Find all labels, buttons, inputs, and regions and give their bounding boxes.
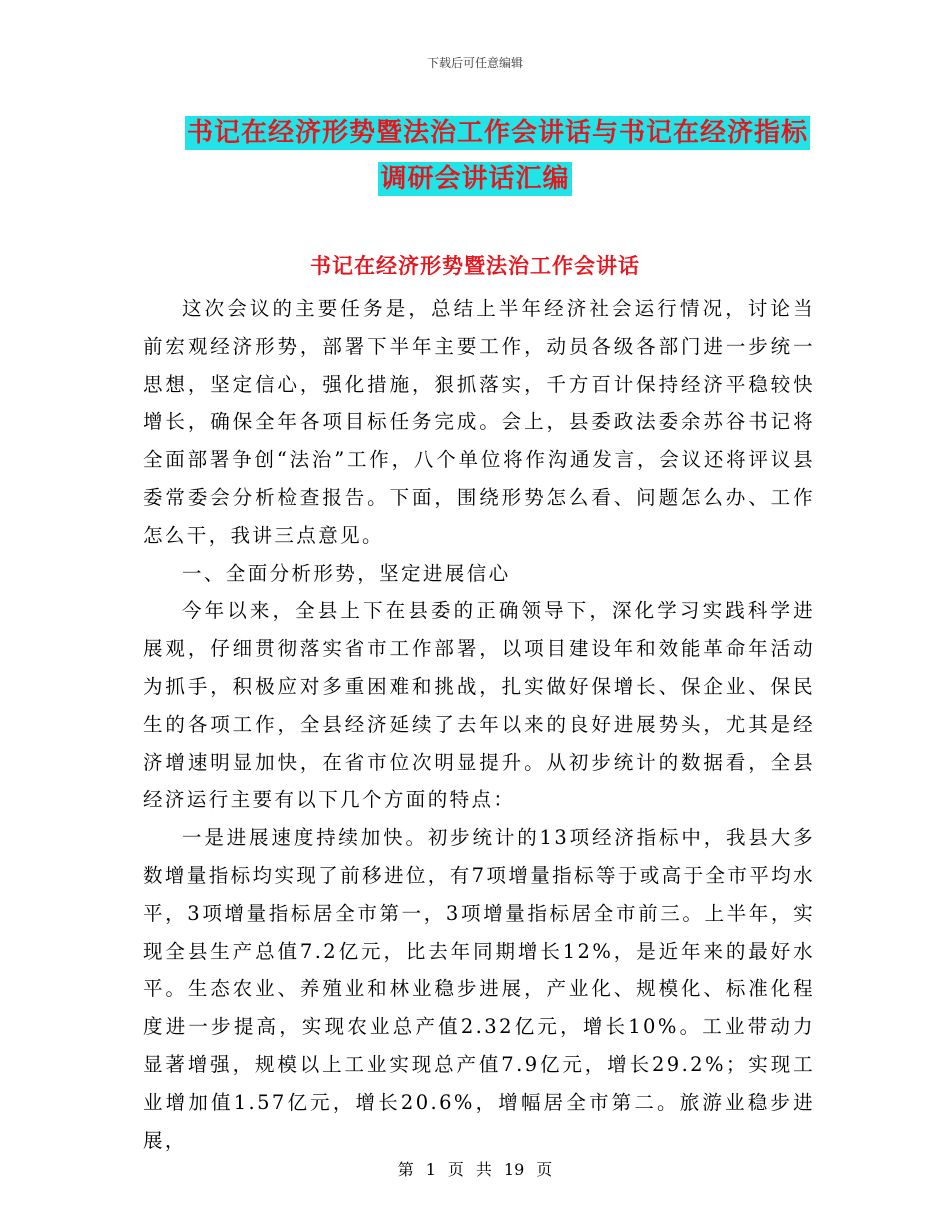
document-title-text-2: 调研会讲话汇编 <box>380 164 570 194</box>
footer-prefix: 第 <box>397 1160 414 1179</box>
document-title-text-1: 书记在经济形势暨法治工作会讲话与书记在经济指标 <box>186 118 808 148</box>
page-footer <box>0 1157 950 1180</box>
paragraph-overview: 今年以来，全县上下在县委的正确领导下，深化学习实践科学进展观，仔细贯彻落实省市工作部署，以项目建设年和效能革命年活动为抓手，积极应对多重困难和挑战，扎实做好保增长、保企业、保民生的各项工作，全县经济延续了去年以来的良好进展势头，尤其是经济增速明显加快，在省市位次明显提升。从初步统计的数据看，全县经济运行主要有以下几个方面的特点： <box>143 599 815 812</box>
footer-total-prefix: 共 <box>475 1160 492 1179</box>
paragraph-growth: 一是进展速度持续加快。初步统计的13项经济指标中，我县大多数增量指标均实现了前移进位，有7项增量指标等于或高于全市平均水平，3项增量指标居全市第一，3项增量指标居全市前三。上半年，实现全县生产总值7.2亿元，比去年同期增长12%，是近年来的最好水平。生态农业、养殖业和林业稳步进展，产业化、规模化、标准化程度进一步提高，实现农业总产值2.32亿元，增长10%。工业带动力显著增强，规模以上工业实现总产值7.9亿元，增长29.2%；实现工业增加值1.57亿元，增长20.6%，增幅居全市第二。旅游业稳步进展， <box>143 826 815 1152</box>
document-title-line-1 <box>0 112 950 149</box>
footer-suffix: 页 <box>536 1160 553 1179</box>
header-note: 下载后可任意编辑 <box>426 56 523 70</box>
footer-page-number: 1 <box>425 1160 436 1179</box>
footer-page-word: 页 <box>447 1160 464 1179</box>
footer-total-pages: 19 <box>503 1160 525 1179</box>
document-title-line-2 <box>0 158 950 195</box>
paragraph-intro: 这次会议的主要任务是，总结上半年经济社会运行情况，讨论当前宏观经济形势，部署下半年主要工作，动员各级各部门进一步统一思想，坚定信心，强化措施，狠抓落实，千方百计保持经济平稳较快增长，确保全年各项目标任务完成。会上，县委政法委余苏谷书记将全面部署争创“法治”工作，八个单位将作沟通发言，会议还将评议县委常委会分析检查报告。下面，围绕形势怎么看、问题怎么办、工作怎么干，我讲三点意见。 <box>143 297 815 547</box>
section-title: 书记在经济形势暨法治工作会讲话 <box>310 254 640 278</box>
paragraph-heading-1: 一、全面分析形势，坚定进展信心 <box>182 561 511 585</box>
body-text <box>143 290 815 1159</box>
